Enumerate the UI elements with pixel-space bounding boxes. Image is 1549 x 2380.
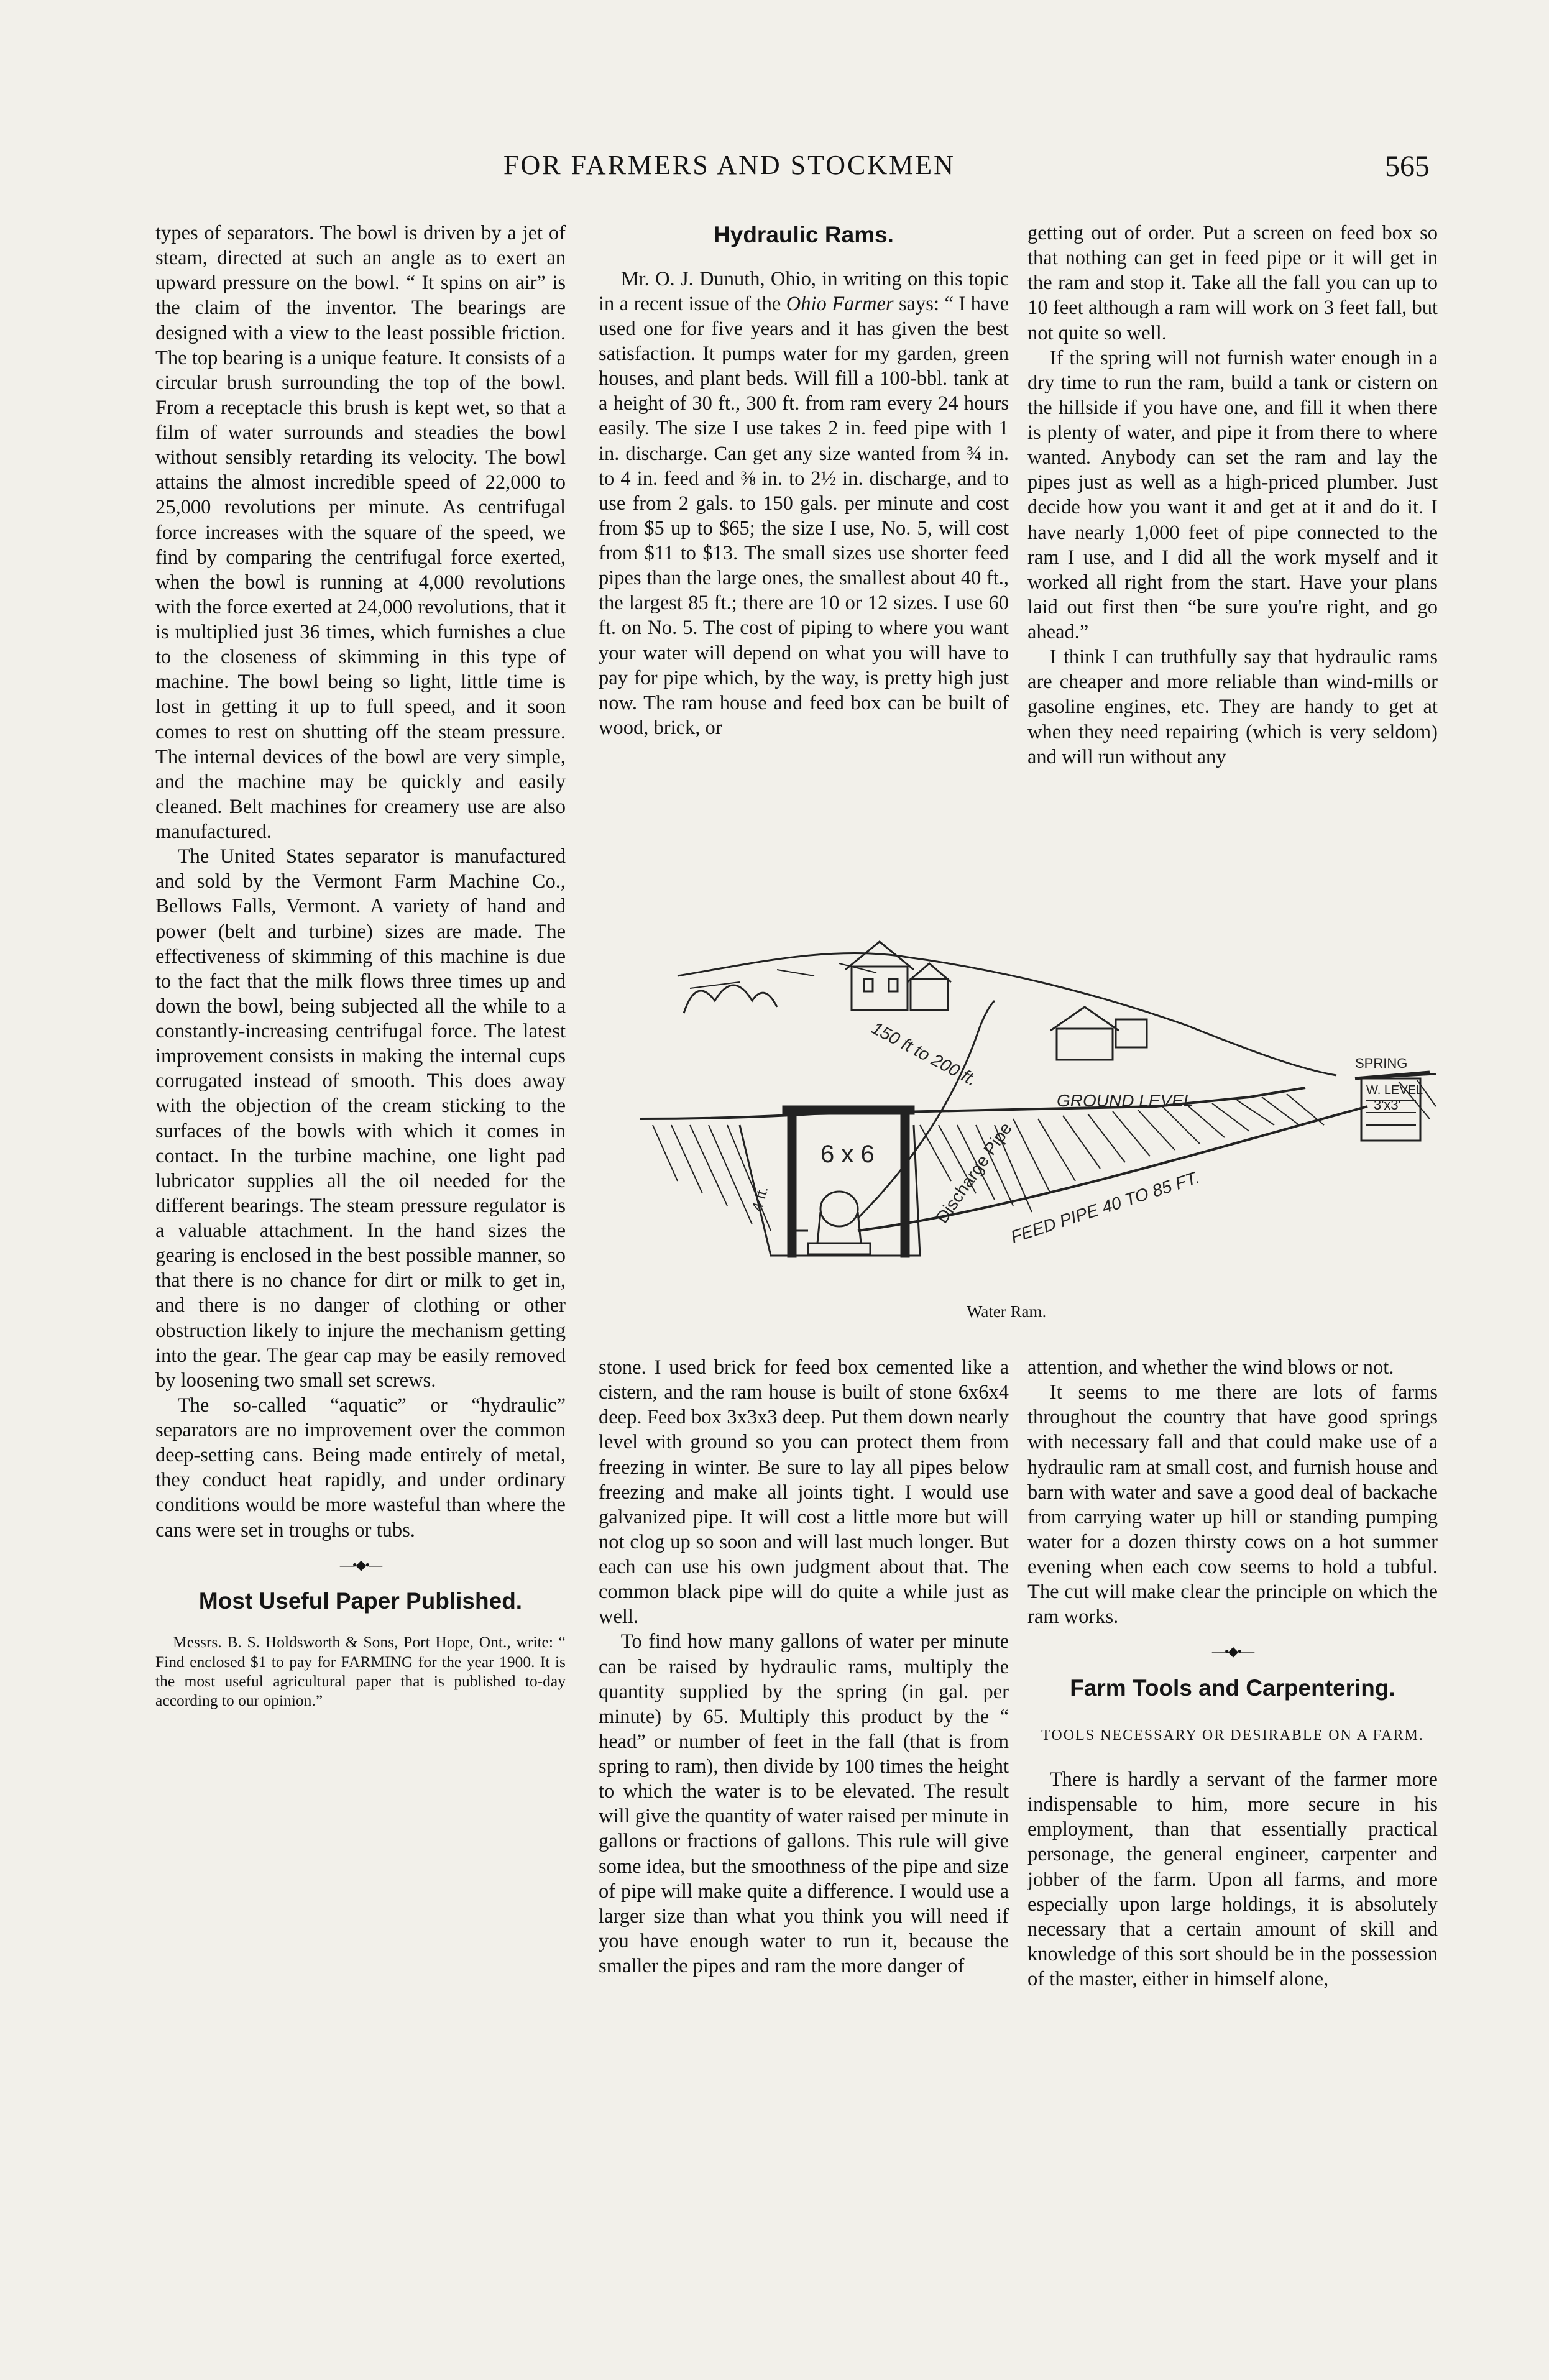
column-2 [599, 221, 1009, 740]
discharge-pipe-label: Discharge Pipe [932, 1119, 1016, 1227]
section-heading: Most Useful Paper Published. [198, 1587, 523, 1614]
section-heading: Farm Tools and Carpentering. [1070, 1675, 1395, 1701]
ram-house-roof [783, 1106, 914, 1114]
water-ram-drawing [628, 920, 1442, 1299]
barn [1057, 1029, 1113, 1060]
tree-line [684, 985, 777, 1013]
water-ram-illustration [628, 920, 1442, 1343]
paragraph: I think I can truthfully say that hydraulic rams are cheaper and more reliable than wind-mills or gasoline engines, etc. They are handy to get at when they need repairing (which is very seldom) and will run without any [1027, 646, 1438, 768]
paragraph: There is hardly a servant of the farmer more indispensable to him, more secure in his employment, than that essentially practical personage, the general engineer, carpenter and jobber of the farm. Upon all farms, and more especially upon large holdings, it is absolutely necessary that a certain amount of skill and knowledge of this sort should be in the possession of the master, either in himself alone, [1027, 1768, 1438, 1991]
paragraph: types of separators. The bowl is driven by a jet of steam, directed at such an angle as to exert an upward pressure on the bowl. “ It spins on air” is the claim of the inventor. The bearings are designed with a view to the least possible friction. The top bearing is a unique feature. It consists of a circular brush surrounding the top of the bowl. From a receptacle this brush is kept wet, so that a film of water surrounds and steadies the bowl without sensibly retarding its velocity. The bowl attains the almost incredible speed of 22,000 to 25,000 revolutions per minute. As centrifugal force increases with the square of the speed, we find by comparing the centrifugal force exerted, when the bowl is running at 4,000 revolutions with the force exerted at 24,000 revolutions, that it is multiplied just 36 times, which furnishes a clue to the closeness of skimming in this type of machine. The bowl being so light, little time is lost in getting it up to full speed, and it soon comes to rest on shutting off the steam pressure. The internal devices of the bowl are very simple, and the machine may be quickly and easily cleaned. Belt machines for creamery use are also manufactured. [155, 222, 566, 843]
paragraph: If the spring will not furnish water enough in a dry time to run the ram, build a tank or cistern on the hillside if you have one, and fill it when there is plenty of water, and pipe it from there to where wanted. Anybody can set the ram and lay the pipes just as well as a high-priced plumber. Just decide how you want it and get at it and do it. I have nearly 1,000 feet of pipe connected to the ram I use, and I did all the work myself and it worked all right from the start. Have your plans laid out first then “be sure you're right, and go ahead.” [1027, 346, 1438, 643]
soil-hatching [653, 1080, 1436, 1231]
ground-level-line [640, 1088, 1305, 1119]
paragraph: getting out of order. Put a screen on feed box so that nothing can get in feed pipe or it will get in the ram and stop it. Take all the fall you can up to 10 feet although a ram will work on 3 feet fall, but not quite so well. [1027, 222, 1438, 344]
text-run: says: “ I have used one for five years and it has given the best satisfaction. It pumps water for my garden, green houses, and plant beds. Will fill a 100-bbl. tank at a height of 30 ft., 300 ft. from ram every 24 hours easily. The size I use takes 2 in. feed pipe with 1 in. discharge. Can get any size wanted from ¾ in. to 4 in. feed and ⅜ in. to 2½ in. discharge, and to use from 2 gals. to 150 gals. per minute and cost from $5 up to $65; the size I use, No. 5, will cost from $11 to $13. The small sizes use shorter feed pipes than the large ones, the smallest about 40 ft., the largest 85 ft.; there are 10 or 12 sizes. I use 60 ft. on No. 5. The cost of piping to where you want your water will depend on what you will have to pay for pipe which, by the way, is pretty high just now. The ram house and feed box can be built of wood, brick, or [599, 292, 1009, 739]
paragraph: stone. I used brick for feed box cemented like a cistern, and the ram house is built of stone 6x6x4 deep. Feed box 3x3x3 deep. Put them down nearly level with ground so you can protect them from freezing in winter. Be sure to lay all pipes below freezing and make all joints tight. I would use galvanized pipe. It will cost a little more but will not clog up so soon and will last much longer. But each can use his own judgment about that. The common black pipe will do quite a while just as well. [599, 1356, 1009, 1629]
water-level-label: W. LEVEL [1366, 1083, 1423, 1097]
ground-level-label: GROUND LEVEL [1057, 1091, 1193, 1110]
farmhouse [852, 967, 908, 1010]
paragraph: attention, and whether the wind blows or not. [1027, 1356, 1394, 1379]
running-head: FOR FARMERS AND STOCKMEN [503, 150, 955, 180]
paragraph: It seems to me there are lots of farms throughout the country that have good springs with necessary fall and that could make use of a hydraulic ram at small cost, and furnish house and barn with water and save a good deal of backache from carrying water up hill or standing pumping water for a dozen thirsty cows on a hot summer evening when each cow seems to hold a tubful. The cut will make clear the principle on which the ram works. [1027, 1381, 1438, 1629]
hill-outline [678, 953, 1336, 1075]
column-1 [155, 221, 566, 1710]
letter-paragraph: Messrs. B. S. Holdsworth & Sons, Port Hope, Ont., write: “ Find enclosed $1 to pay for FARMING for the year 1900. It is the most useful agricultural paper that is published to-day according to our opinion.” [155, 1633, 566, 1709]
column-3-continued [1027, 1355, 1438, 1992]
spring-label: SPRING [1355, 1055, 1408, 1071]
figure-caption: Water Ram. [967, 1302, 1047, 1321]
paragraph [599, 267, 1009, 740]
page-header [155, 149, 1430, 193]
page-number: 565 [1385, 150, 1430, 183]
spring-box-dimensions: 3'x3' [1374, 1097, 1401, 1113]
paragraph: To find how many gallons of water per minute can be raised by hydraulic rams, multiply the quantity supplied by the spring (in gal. per minute) by 65. Multiply this product by the “ head” or number of feet in the fall (that is from spring to ram), then divide by 100 times the height to which the water is to be elevated. The result will give the quantity of water raised per minute in gallons or fractions of gallons. This rule will give some idea, but the smoothness of the pipe and size of pipe will make quite a difference. I would use a larger size than what you think you will need if you have enough water to run it, because the smaller the pipes and ram the more danger of [599, 1630, 1009, 1977]
column-3 [1027, 221, 1438, 770]
paragraph: The United States separator is manufactured and sold by the Vermont Farm Machine Co., Bellows Falls, Vermont. A variety of hand and power (belt and turbine) sizes are made. The effectiveness of skimming of this machine is due to the fact that the milk flows three times up and down the bowl, being subjected all the while to a constantly-increasing centrifugal force. The latest improvement consists in making the internal cups corrugated instead of smooth. This does away with the objection of the cream sticking to the surfaces of the bowls with which it comes in contact. In the turbine machine, one light pad lubricator supplies all the oil needed for the different bearings. The steam pressure regulator is a valuable attachment. In the hand sizes the gearing is enclosed in the best possible manner, so that there is no chance for dirt or milk to get in, and there is no danger of clothing or other obstruction likely to injure the mechanism getting into the gear. The gear cap may be easily removed by loosening two small set screws. [155, 845, 566, 1392]
article-heading: Hydraulic Rams. [714, 222, 894, 247]
paragraph: The so-called “aquatic” or “hydraulic” separators are no improvement over the common deep-setting cans. Being made entirely of metal, they conduct heat rapidly, and under ordinary conditions would be more wasteful than where the cans were set in troughs or tubs. [155, 1394, 566, 1541]
section-subheading: TOOLS NECESSARY OR DESIRABLE ON A FARM. [1041, 1727, 1424, 1744]
ram-house-dimensions: 6 x 6 [820, 1141, 875, 1168]
section-divider: —•◆•— [339, 1556, 382, 1573]
distance-label: 150 ft to 200 ft. [868, 1018, 980, 1090]
column-2-continued [599, 1355, 1009, 1978]
ram-house-height: 4 ft. [748, 1184, 772, 1213]
text-run: Mr. O. J. Dunuth, Ohio, in writing on this topic in a recent issue of the [599, 267, 1009, 315]
feed-pipe-label: FEED PIPE 40 TO 85 FT. [1008, 1167, 1202, 1247]
section-divider: —•◆•— [1211, 1643, 1254, 1660]
hydraulic-ram [820, 1192, 858, 1226]
publication-title: Ohio Farmer [786, 292, 894, 315]
